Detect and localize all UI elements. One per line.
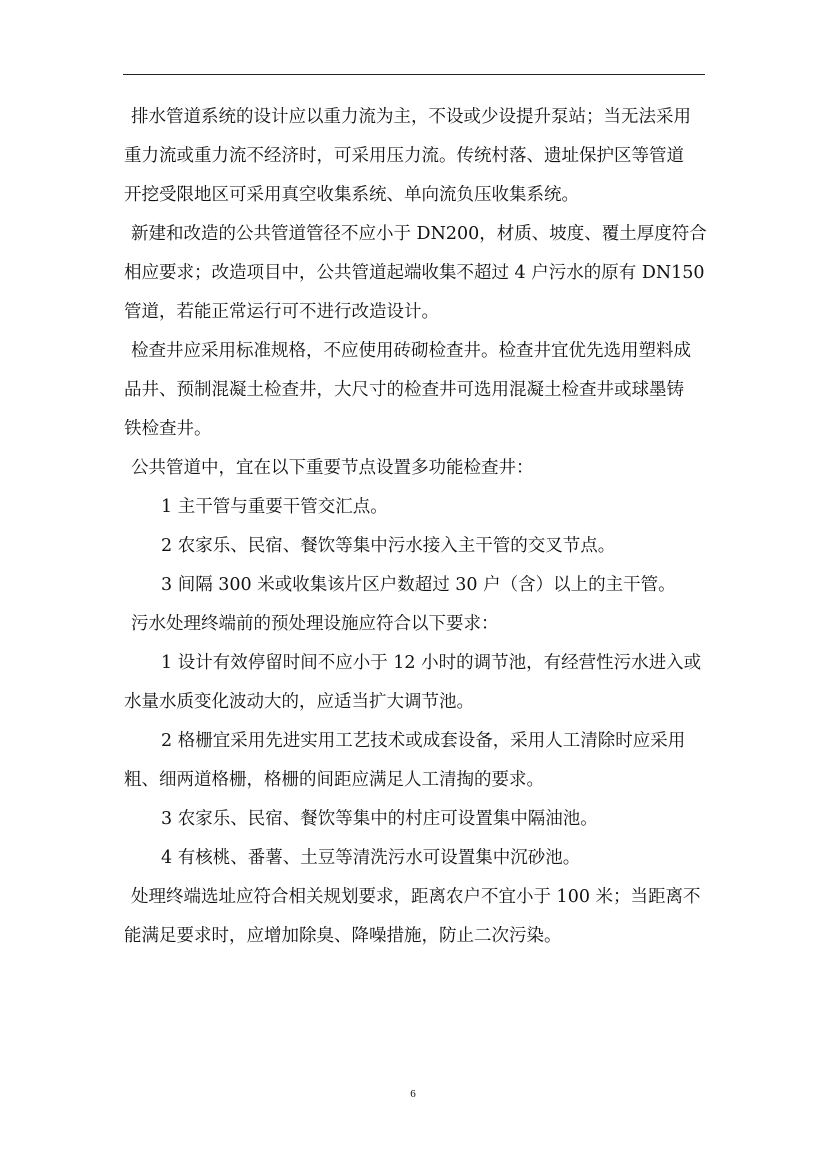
header-rule xyxy=(123,74,705,75)
list-item: 3 农家乐、民宿、餐饮等集中的村庄可设置集中隔油池。 xyxy=(161,809,598,829)
list-item: 2 农家乐、民宿、餐饮等集中污水接入主干管的交叉节点。 xyxy=(161,536,616,556)
text-line: 污水处理终端前的预处理设施应符合以下要求： xyxy=(131,614,499,634)
text-line: 粗、细两道格栅，格栅的间距应满足人工清掏的要求。 xyxy=(124,770,544,790)
text-line: 能满足要求时，应增加除臭、降噪措施，防止二次污染。 xyxy=(124,926,562,946)
list-item: 3 间隔 300 米或收集该片区户数超过 30 户（含）以上的主干管。 xyxy=(161,575,676,595)
list-item: 4 有核桃、番薯、土豆等清洗污水可设置集中沉砂池。 xyxy=(161,848,581,868)
text-line: 水量水质变化波动大的，应适当扩大调节池。 xyxy=(124,692,474,712)
text-line: 相应要求；改造项目中，公共管道起端收集不超过 4 户污水的原有 DN150 xyxy=(124,263,705,283)
text-line: 排水管道系统的设计应以重力流为主，不设或少设提升泵站；当无法采用 xyxy=(131,107,691,127)
text-line: 重力流或重力流不经济时，可采用压力流。传统村落、遗址保护区等管道 xyxy=(124,146,684,166)
text-line: 处理终端选址应符合相关规划要求，距离农户不宜小于 100 米；当距离不 xyxy=(131,887,701,907)
text-line: 公共管道中，宜在以下重要节点设置多功能检查井： xyxy=(131,458,534,478)
list-item: 1 设计有效停留时间不应小于 12 小时的调节池，有经营性污水进入或 xyxy=(161,653,702,673)
text-line: 新建和改造的公共管道管径不应小于 DN200，材质、坡度、覆土厚度符合 xyxy=(131,224,707,244)
list-item: 1 主干管与重要干管交汇点。 xyxy=(161,497,388,517)
text-line: 铁检查井。 xyxy=(124,419,212,439)
text-line: 品井、预制混凝土检查井，大尺寸的检查井可选用混凝土检查井或球墨铸 xyxy=(124,380,684,400)
text-line: 开挖受限地区可采用真空收集系统、单向流负压收集系统。 xyxy=(124,185,579,205)
page-number: 6 xyxy=(410,1088,416,1100)
text-line: 管道，若能正常运行可不进行改造设计。 xyxy=(124,302,439,322)
list-item: 2 格栅宜采用先进实用工艺技术或成套设备，采用人工清除时应采用 xyxy=(161,731,686,751)
text-line: 检查井应采用标准规格，不应使用砖砌检查井。检查井宜优先选用塑料成 xyxy=(131,341,691,361)
document-body xyxy=(124,98,709,956)
